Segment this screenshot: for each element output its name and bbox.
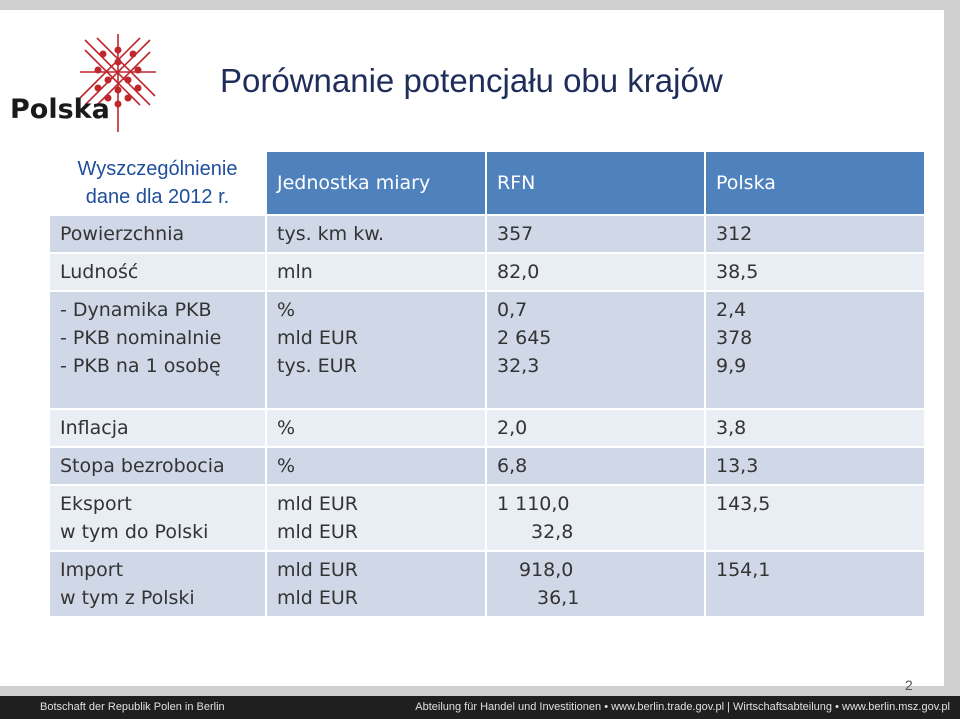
table-header-row xyxy=(49,151,925,215)
page-title: Porównanie potencjału obu krajów xyxy=(220,62,723,99)
row-rfn: 6,8 xyxy=(486,447,705,485)
page-number: 2 xyxy=(905,677,913,693)
row-label: - Dynamika PKB - PKB nominalnie - PKB na 1 osobę xyxy=(49,291,266,409)
row-label: Powierzchnia xyxy=(49,215,266,253)
table-row xyxy=(49,409,925,447)
row-unit: mln xyxy=(266,253,486,291)
row-unit: mld EUR mld EUR xyxy=(266,551,486,617)
footer-bar xyxy=(0,696,960,719)
footer-embassy: Botschaft der Republik Polen in Berlin xyxy=(40,701,225,713)
header-polska: Polska xyxy=(705,151,925,215)
header-description: Wyszczególnienie dane dla 2012 r. xyxy=(49,151,266,215)
row-rfn: 1 110,0 32,8 xyxy=(486,485,705,551)
row-unit: % xyxy=(266,447,486,485)
row-polska: 13,3 xyxy=(705,447,925,485)
table-row xyxy=(49,551,925,617)
row-unit: mld EUR mld EUR xyxy=(266,485,486,551)
row-label: Ludność xyxy=(49,253,266,291)
polska-logo xyxy=(0,32,170,144)
table-row xyxy=(49,447,925,485)
footer-contact: Abteilung für Handel und Investitionen • www.berlin.trade.gov.pl | Wirtschaftsabteilung • www.berlin.msz.gov.pl xyxy=(415,701,950,713)
row-label: Stopa bezrobocia xyxy=(49,447,266,485)
row-polska: 154,1 xyxy=(705,551,925,617)
row-label: Import w tym z Polski xyxy=(49,551,266,617)
header-unit: Jednostka miary xyxy=(266,151,486,215)
table-row xyxy=(49,215,925,253)
row-polska: 2,4 378 9,9 xyxy=(705,291,925,409)
row-polska: 3,8 xyxy=(705,409,925,447)
row-unit: tys. km kw. xyxy=(266,215,486,253)
row-label: Inflacja xyxy=(49,409,266,447)
table-row xyxy=(49,485,925,551)
row-rfn: 0,7 2 645 32,3 xyxy=(486,291,705,409)
row-rfn: 357 xyxy=(486,215,705,253)
table-row xyxy=(49,291,925,409)
logo-text: Polska xyxy=(10,94,110,125)
row-polska: 38,5 xyxy=(705,253,925,291)
polska-logo-icon xyxy=(0,32,170,144)
table-row xyxy=(49,253,925,291)
row-rfn: 2,0 xyxy=(486,409,705,447)
comparison-table xyxy=(48,150,926,618)
header-rfn: RFN xyxy=(486,151,705,215)
row-unit: % xyxy=(266,409,486,447)
row-polska: 143,5 xyxy=(705,485,925,551)
row-rfn: 82,0 xyxy=(486,253,705,291)
row-label: Eksport w tym do Polski xyxy=(49,485,266,551)
row-unit: % mld EUR tys. EUR xyxy=(266,291,486,409)
row-polska: 312 xyxy=(705,215,925,253)
row-rfn: 918,0 36,1 xyxy=(486,551,705,617)
